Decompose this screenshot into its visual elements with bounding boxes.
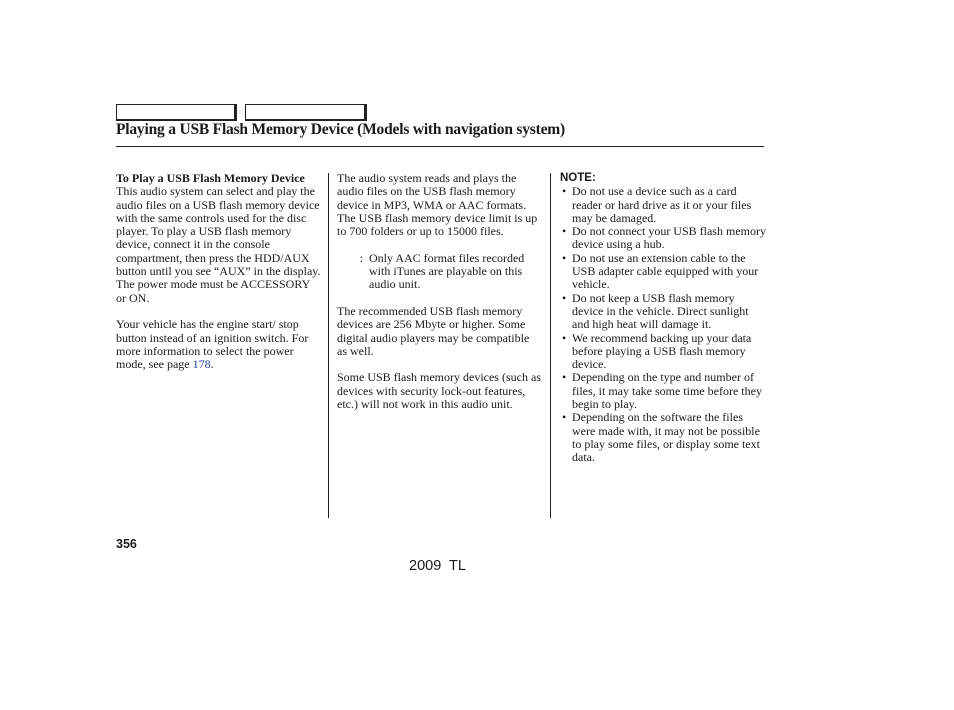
note-item: • We recommend backing up your data before playing a USB flash memory device. [560,332,766,372]
note-list [560,185,766,464]
aac-footnote [337,252,541,292]
column-divider-2 [550,173,551,518]
column-right [560,172,766,465]
footnote-text: Only AAC format files recorded with iTunes are playable on this audio unit. [369,250,525,292]
note-item: • Depending on the type and number of files, it may take some time before they begin to play. [560,371,766,411]
header-tab-box-left [116,104,237,121]
page-reference-link[interactable]: 178 [192,357,211,372]
model-footer: 2009 TL [409,558,466,574]
note-item: • Do not keep a USB flash memory device in the vehicle. Direct sunlight and high heat will damage it. [560,292,766,332]
title-divider [116,146,764,147]
column-left [116,172,321,371]
page-number: 356 [116,537,137,551]
note-label: NOTE: [560,172,596,184]
note-item: • Do not use a device such as a card reader or hard drive as it or your files may be damaged. [560,185,766,225]
column-divider-1 [328,173,329,518]
power-mode-paragraph [116,318,321,371]
note-item: • Do not connect your USB flash memory device using a hub. [560,225,766,252]
intro-paragraph: This audio system can select and play the audio files on a USB flash memory device with the same controls used for the disc player. To play a USB flash memory device, connect it in the console compartment, then press the HDD/AUX button until you see “AUX” in the display. The power mode must be ACCESSORY or ON. [116,184,321,305]
footnote-mark: : [359,250,363,265]
recommended-devices-paragraph: The recommended USB flash memory devices are 256 Mbyte or higher. Some digital audio players may be compatible as well. [337,303,530,358]
section-subheading: To Play a USB Flash Memory Device [116,171,305,185]
note-item: • Depending on the software the files were made with, it may not be possible to play some files, or display some text data. [560,411,766,464]
header-tab-box-right [245,104,367,121]
format-paragraph: The audio system reads and plays the audio files on the USB flash memory device in MP3, WMA or AAC formats. The USB flash memory device limit is up to 700 folders or up to 15000 files. [337,171,538,239]
unsupported-devices-paragraph: Some USB flash memory devices (such as devices with security lock-out features, etc.) will not work in this audio unit. [337,370,541,412]
page-title: Playing a USB Flash Memory Device (Models with navigation system) [116,121,565,138]
power-mode-text: Your vehicle has the engine start/ stop button instead of an ignition switch. For more information to select the power mode, see page [116,317,309,372]
column-middle [337,172,541,411]
power-mode-end: . [210,357,214,372]
note-item: • Do not use an extension cable to the USB adapter cable equipped with your vehicle. [560,252,766,292]
